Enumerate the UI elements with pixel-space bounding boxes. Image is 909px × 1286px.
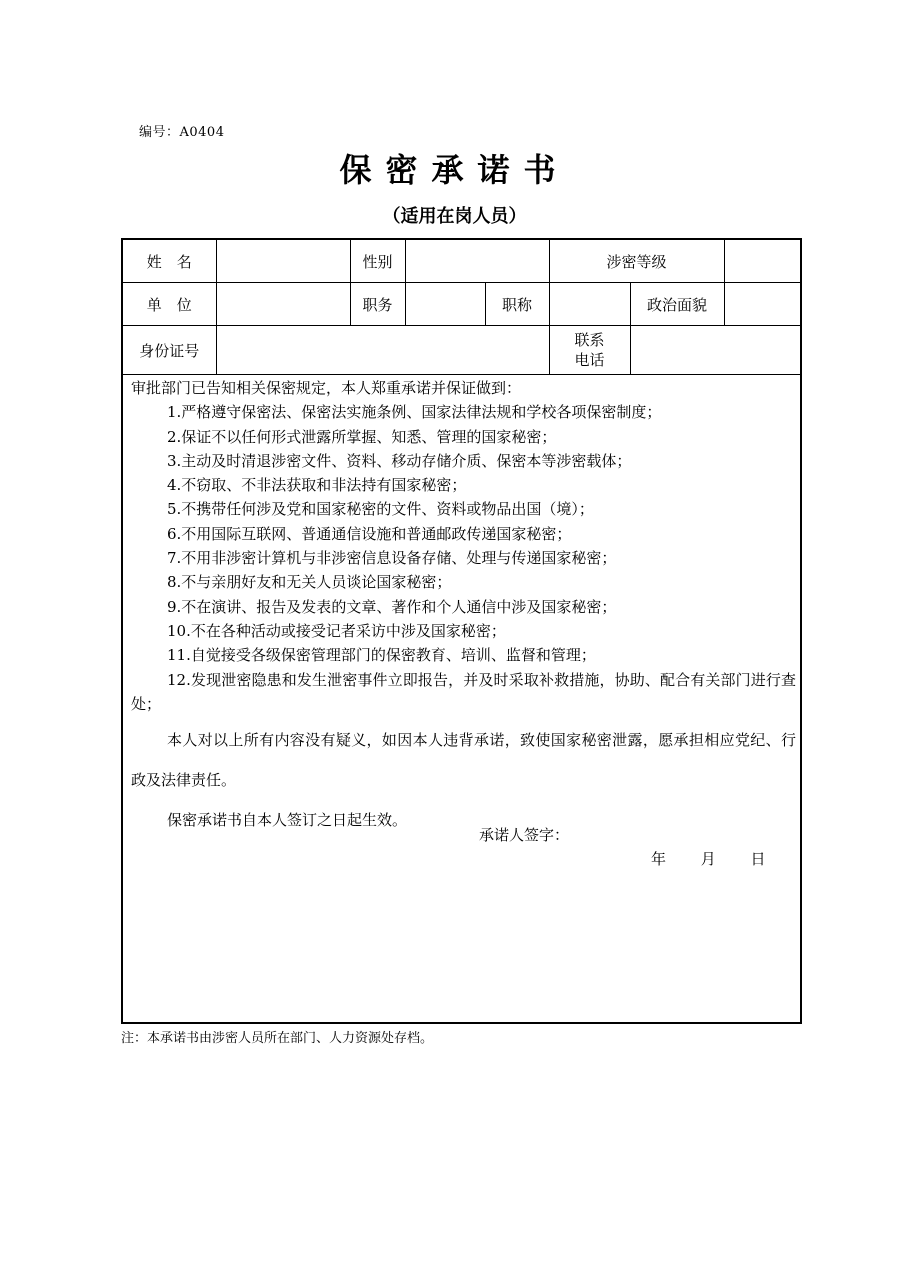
unit-field[interactable] xyxy=(216,283,350,326)
declaration-paragraph: 本人对以上所有内容没有疑义，如因本人违背承诺，致使国家秘密泄露，愿承担相应党纪、行政及法律责任。 xyxy=(131,731,796,790)
pledge-item-12: 12.发现泄密隐患和发生泄密事件立即报告，并及时采取补救措施，协助、配合有关部门进行查处； xyxy=(131,670,796,713)
pledge-intro: 审批部门已告知相关保密规定，本人郑重承诺并保证做到： xyxy=(131,379,522,397)
political-status-field[interactable] xyxy=(724,283,800,326)
document-title: 保密承诺书 xyxy=(339,151,570,189)
effective-paragraph: 保密承诺书自本人签订之日起生效。 xyxy=(167,811,408,830)
pledge-item: 11.自觉接受各级保密管理部门的保密教育、培训、监督和管理； xyxy=(167,646,596,665)
gender-field[interactable] xyxy=(405,240,549,283)
name-label: 姓 名 xyxy=(123,240,216,283)
gender-label: 性别 xyxy=(350,240,405,283)
pledge-item: 7.不用非涉密计算机与非涉密信息设备存储、处理与传递国家秘密； xyxy=(167,549,617,568)
position-label: 职务 xyxy=(350,283,405,326)
id-number-field[interactable] xyxy=(216,326,549,375)
date-label: 年 月 日 xyxy=(651,850,766,868)
political-status-label: 政治面貌 xyxy=(630,283,724,326)
secrecy-level-label: 涉密等级 xyxy=(549,240,724,283)
pledge-item: 10.不在各种活动或接受记者采访中涉及国家秘密； xyxy=(167,621,506,640)
pledge-item: 8.不与亲朋好友和无关人员谈论国家秘密； xyxy=(167,573,452,592)
phone-label-line-1: 联系 xyxy=(574,331,605,349)
id-number-label: 身份证号 xyxy=(123,326,216,375)
pledge-item: 3.主动及时清退涉密文件、资料、移动存储介质、保密本等涉密载体； xyxy=(167,451,632,470)
pledge-item: 9.不在演讲、报告及发表的文章、著作和个人通信中涉及国家秘密； xyxy=(167,597,617,616)
phone-field[interactable] xyxy=(630,326,800,375)
pledge-body xyxy=(131,376,796,832)
pledge-item: 4.不窃取、不非法获取和非法持有国家秘密； xyxy=(167,476,467,495)
secrecy-level-field[interactable] xyxy=(724,240,800,283)
unit-label: 单 位 xyxy=(123,283,216,326)
position-field[interactable] xyxy=(405,283,485,326)
footnote: 注：本承诺书由涉密人员所在部门、人力资源处存档。 xyxy=(121,1031,434,1046)
personal-info-table xyxy=(123,240,800,375)
rank-label: 职称 xyxy=(485,283,549,326)
phone-label-line-2: 电话 xyxy=(574,351,605,369)
document-number: 编号：A0404 xyxy=(139,125,225,140)
pledge-item: 1.严格遵守保密法、保密法实施条例、国家法律法规和学校各项保密制度； xyxy=(167,403,662,422)
phone-label xyxy=(549,326,630,375)
signature-label: 承诺人签字： xyxy=(479,826,570,844)
name-field[interactable] xyxy=(216,240,350,283)
pledge-item: 2.保证不以任何形式泄露所掌握、知悉、管理的国家秘密； xyxy=(167,427,557,446)
rank-field[interactable] xyxy=(549,283,630,326)
pledge-item: 5.不携带任何涉及党和国家秘密的文件、资料或物品出国（境）； xyxy=(167,500,594,519)
document-subtitle: （适用在岗人员） xyxy=(382,206,527,227)
pledge-item: 6.不用国际互联网、普通通信设施和普通邮政传递国家秘密； xyxy=(167,524,572,543)
form-frame xyxy=(121,238,802,1024)
